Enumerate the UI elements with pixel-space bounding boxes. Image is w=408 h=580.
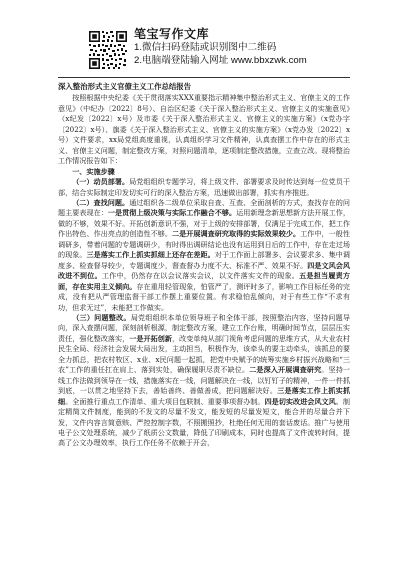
bold-point: 一是贯彻上级决策与实际工作融合不够。	[107, 208, 237, 218]
text-segment: 。坚持一线工作法做到领导在一线，措施落实在一线，问题解决在一线，以钉钉子的精神，一件一件抓到底，一以贯之地坚持下去，善始善终、善做善成，把问题解决好。	[58, 365, 350, 396]
text-segment: 局党组组织本单位领导班子和全体干部，按照整治内容，坚持问题导向，深入查摆问题，深刻剖析根源，制定整改方案，建立工作台账，明确时间节点，层层压实责任，强化整改落实，	[58, 312, 350, 343]
bold-point: 三是落实工作上抓实抓细	[58, 386, 350, 406]
bold-point: 四是文风会风改进不到位。	[58, 260, 350, 281]
subheading-rectification: （三）问题整改。	[72, 312, 131, 322]
text-segment: ，改变单纯从部门视角考虑问题的思维方式，从大业农村民生全局、经济社会发展大局出发，主动担当，积极作为，该牵头的要主动牵头，该抓总的要全力抓总，把农村牧区、x业、x民问题一起抓，把党中央赋予的统筹实施乡村振兴战略和“三农”工作的重任扛在肩上、落到实处，确保履职尽责不缺位。	[58, 333, 350, 375]
brand-title: 笔宝写作文库	[134, 27, 210, 41]
qr-code-graphic	[88, 30, 128, 70]
bold-point: 五是担当履责方面，存在实用主义倾向。	[58, 271, 350, 291]
paragraph-rectification	[58, 313, 350, 449]
bold-point: 三是落实工作上抓实抓细上还存在差距。	[86, 250, 215, 260]
text-segment: 工作中，仍然存在以会议落实会议，以文件落实文件的现象。	[101, 271, 300, 281]
paragraph-find-problems	[58, 198, 350, 313]
bold-point: 二是深入开展调查研究	[249, 365, 322, 375]
intro-paragraph: 按照根据中央纪委《关于贯彻落实XXX重要指示精神集中整治形式主义、官僚主义的工作意见》（中纪办〔2022〕8号）、自治区纪委《关于深入整治形式主义、官僚主义的实施意见》（x纪发〔2022〕x号）及市委《关于深入整治形式主义、官僚主义的实施方案》（x党办字〔2022〕x号）、旗委《关于深入整治形式主义、官僚主义的实施方案》（x党办发〔2022〕x号）文件要求，xx局党组高度重视，认真组织学习文件精神，认真查摆工作中存在的形式主义、官僚主义问题，制定整改方案，对照问题清单，逐项制定整改措施，立查立改。现将整治工作情况报告如下：	[58, 93, 350, 166]
text-segment: 工作中，一般性调研多，带着问题的专题调研少，有时得出调研结论也没有运用到日后的工作中，存在走过场的现象。	[58, 229, 350, 260]
paragraph-mobilization	[58, 177, 350, 198]
login-tip-wechat: 1.微信扫码登陆或识别图中二维码	[134, 42, 277, 53]
header-divider	[58, 77, 350, 78]
text-segment: 运用新理念新思想新方法开展工作，做的不够，效果不好。开拓创新意识不强，对于上级的安排部署，仅满足于完成工作，把工作作出特色、作出亮点的创造性不够。	[58, 208, 350, 239]
subheading-mobilization: （一）动员部署。	[72, 177, 130, 187]
document-body	[58, 82, 350, 552]
bold-point: 二是开展调查研究取得的实际效果较少。	[171, 229, 301, 239]
text-segment: 。制定精简文件制度，能到的不发文的尽量不发文，能发短的尽量发短文，能合并的尽量合并下发，文件内容言简意赅、严控控制字数，不照搬照抄，杜绝任何无用的套话废话。推广与使用电子公文处理系统，减少了纸质公文数量，降低了印刷成本，同时也提高了文件流转时间，提高了公文办理效率，执行工作任务不依赖于开会，	[58, 396, 350, 448]
text-segment: 通过组织各二级单位采取自查、互查、全面剖析的方式，查找存在的问题主要表现在：	[58, 197, 350, 218]
document-title: 深入整治形式主义官僚主义工作总结报告	[58, 82, 192, 91]
header	[134, 27, 364, 67]
subheading-find-problems: （二）查找问题。	[72, 197, 130, 207]
text-mobilization: 局党组组织专题学习，将上级文件、部署要求及时传达到每一位党员干部，结合实际制定印发切实可行的深入整治方案，迅速做出部署，抓实有序推进。	[58, 177, 350, 197]
bold-point: 一是开拓创新	[129, 333, 172, 343]
text-segment: 对于工作面上部署多、会议要求多、集中调度多、检查督导较少，专题调度少，督查督办力度不大、标准不严、效果不好。	[58, 250, 350, 270]
login-tip-website: 2.电脑端登陆输入网址 www.bbxzwk.com	[134, 55, 307, 66]
text-segment: 存在重用轻管现象，怕管严了，测评时多了，影响工作目标任务的完成，没有把从严管理监督干部工作摆上重要位置。有求稳怕乱倾向，对于有些工作“不求有功，但求无过”，未能把工作做实。	[58, 281, 350, 312]
section-heading: 一、实施步骤	[72, 166, 115, 176]
bold-point: 四是切实改进会风文风	[264, 396, 336, 406]
qr-code-icon	[88, 30, 128, 70]
text-segment: 。全面推行重点工作清单、重大项目包联制、重要事项督办制。	[65, 396, 265, 406]
